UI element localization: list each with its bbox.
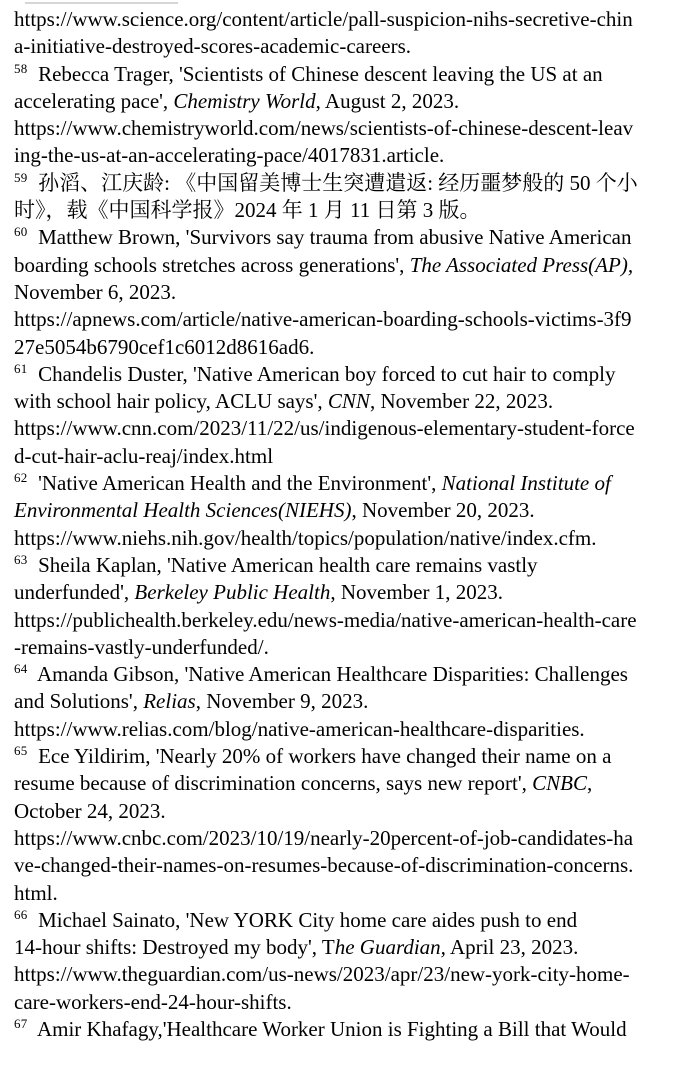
footnote-text-segment: Amanda Gibson, 'Native American Healthcare Disparities: Challenges [27, 662, 628, 687]
footnote-line [14, 579, 692, 606]
italic-source-name: CNN [327, 389, 370, 414]
footnote-text-segment: April 23, 2023. [445, 935, 579, 960]
footnote-text-segment: , November 9, 2023. [195, 689, 369, 714]
footnote-line [14, 607, 692, 634]
footnote-line [14, 880, 692, 907]
italic-source-name: Chemistry World [173, 88, 316, 113]
footnote-text-segment: accelerating pace', [14, 88, 174, 113]
footnote-line [14, 197, 692, 224]
footnote-text-segment: Sheila Kaplan, 'Native American health care remains vastly [27, 552, 538, 577]
footnote-text-segment: https://www.science.org/content/article/pall-suspicion-nihs-secretive-chin [14, 7, 633, 31]
footnote-line [14, 33, 692, 60]
footnote-number: 67 [14, 1015, 28, 1031]
italic-source-name: Berkeley Public Health [134, 580, 331, 605]
footnote-number: 66 [14, 906, 28, 922]
footnote-text-segment: https://www.cnn.com/2023/11/22/us/indigenous-elementary-student-force [14, 416, 635, 441]
footnote-text-segment: November 6, 2023. [14, 279, 177, 304]
footnote-line [14, 279, 692, 306]
footnote-line [14, 170, 692, 197]
footnote-line [14, 907, 692, 934]
footnote-line [14, 798, 692, 825]
footnote-text-segment: 'Native American Health and the Environment', [27, 471, 442, 496]
footnote-line [14, 716, 692, 743]
footnote-text-segment: -remains-vastly-underfunded/. [14, 634, 269, 659]
footnote-text-segment: https://www.chemistryworld.com/news/scientists-of-chinese-descent-leav [14, 116, 634, 141]
footnote-text-segment: Ece Yildirim, 'Nearly 20% of workers have changed their name on a [27, 744, 612, 769]
footnote-line [14, 961, 692, 988]
footnote-line [14, 252, 692, 279]
footnote-line [14, 634, 692, 661]
footnote-line [14, 688, 692, 715]
footnote-line [14, 334, 692, 361]
footnote-text-segment: with school hair policy, ACLU says', [14, 389, 328, 414]
footnote-text-segment: boarding schools stretches across generations', [14, 252, 410, 277]
footnote-text-segment: https://www.cnbc.com/2023/10/19/nearly-20percent-of-job-candidates-ha [14, 825, 634, 850]
italic-source-name: Relias [143, 689, 196, 714]
footnote-line [14, 934, 692, 961]
footnote-number: 64 [14, 661, 28, 677]
footnote-line [14, 61, 692, 88]
footnote-text-segment: Michael Sainato, 'New YORK City home care aides push to end [27, 907, 578, 932]
footnote-line [14, 852, 692, 879]
footnote-number: 61 [14, 360, 28, 376]
footnote-line [14, 88, 692, 115]
footnote-line [14, 306, 692, 333]
italic-source-name: he Guardian, [334, 935, 446, 960]
footnote-number: 62 [14, 470, 28, 486]
footnote-line [14, 415, 692, 442]
footnote-text-segment: a-initiative-destroyed-scores-academic-careers. [14, 34, 412, 59]
footnote-text-segment: 孙滔、江庆龄: 《中国留美博士生突遭遣返: 经历噩梦般的 50 个小 [27, 170, 638, 195]
footnote-line [14, 142, 692, 169]
footnote-line [14, 115, 692, 142]
footnote-line [14, 1016, 692, 1043]
footnote-text-segment: , November 20, 2023. [351, 498, 535, 523]
footnote-text-segment: https://www.niehs.nih.gov/health/topics/population/native/index.cfm. [14, 525, 597, 550]
footnote-number: 59 [14, 169, 28, 185]
footnote-number: 63 [14, 551, 28, 567]
footnote-text-segment: https://apnews.com/article/native-american-boarding-schools-victims-3f9 [14, 307, 632, 332]
footnote-line [14, 661, 692, 688]
footnote-line [14, 825, 692, 852]
footnote-number: 60 [14, 224, 28, 240]
footnotes-list [14, 6, 692, 1043]
footnote-text-segment: 14-hour shifts: Destroyed my body', T [14, 935, 335, 960]
footnote-text-segment: ing-the-us-at-an-accelerating-pace/4017831.article. [14, 143, 445, 168]
footnote-text-segment: , November 22, 2023. [369, 389, 554, 414]
footnote-line [14, 989, 692, 1016]
footnote-text-segment: , [586, 771, 593, 796]
footnote-number: 58 [14, 60, 28, 76]
footnote-line [14, 552, 692, 579]
footnote-line [14, 743, 692, 770]
footnote-text-segment: html. [14, 880, 58, 905]
italic-source-name: National Institute of [441, 471, 611, 496]
footnote-line [14, 770, 692, 797]
footnote-text-segment: 时》，载《中国科学报》2024 年 1 月 11 日第 3 版。 [14, 198, 481, 223]
footnote-text-segment: ve-changed-their-names-on-resumes-because-of-discrimination-concerns. [14, 853, 634, 878]
footnote-line [14, 470, 692, 497]
footnote-text-segment: https://publichealth.berkeley.edu/news-media/native-american-health-care [14, 607, 637, 632]
footnote-line [14, 497, 692, 524]
footnote-text-segment: care-workers-end-24-hour-shifts. [14, 989, 292, 1014]
footnote-line [14, 388, 692, 415]
italic-source-name: CNBC [532, 771, 587, 796]
footnote-text-segment: Rebecca Trager, 'Scientists of Chinese descent leaving the US at an [27, 61, 603, 86]
footnote-text-segment: resume because of discrimination concerns, says new report', [14, 771, 533, 796]
footnote-text-segment: , November 1, 2023. [330, 580, 503, 605]
footnote-text-segment: 27e5054b6790cef1c6012d8616ad6. [14, 334, 315, 359]
footnote-text-segment: Amir Khafagy,'Healthcare Worker Union is Fighting a Bill that Would [27, 1016, 627, 1041]
footnote-text-segment: October 24, 2023. [14, 798, 166, 823]
footnote-text-segment: https://www.theguardian.com/us-news/2023/apr/23/new-york-city-home- [14, 962, 630, 987]
footnote-text-segment: https://www.relias.com/blog/native-american-healthcare-disparities. [14, 716, 585, 741]
footnote-text-segment: underfunded', [14, 580, 135, 605]
italic-source-name: The Associated Press(AP), [409, 252, 634, 277]
footnote-text-segment: and Solutions', [14, 689, 144, 714]
footnote-line [14, 6, 692, 33]
footnote-text-segment: Chandelis Duster, 'Native American boy forced to cut hair to comply [27, 361, 616, 386]
footnote-text-segment: , August 2, 2023. [315, 88, 460, 113]
footnote-line [14, 224, 692, 251]
footnote-separator-line [25, 2, 178, 4]
footnote-line [14, 443, 692, 470]
footnote-number: 65 [14, 743, 28, 759]
footnote-line [14, 361, 692, 388]
footnote-text-segment: Matthew Brown, 'Survivors say trauma from abusive Native American [27, 225, 632, 250]
footnote-text-segment: d-cut-hair-aclu-reaj/index.html [14, 443, 274, 468]
footnote-line [14, 525, 692, 552]
italic-source-name: Environmental Health Sciences(NIEHS) [14, 498, 352, 523]
